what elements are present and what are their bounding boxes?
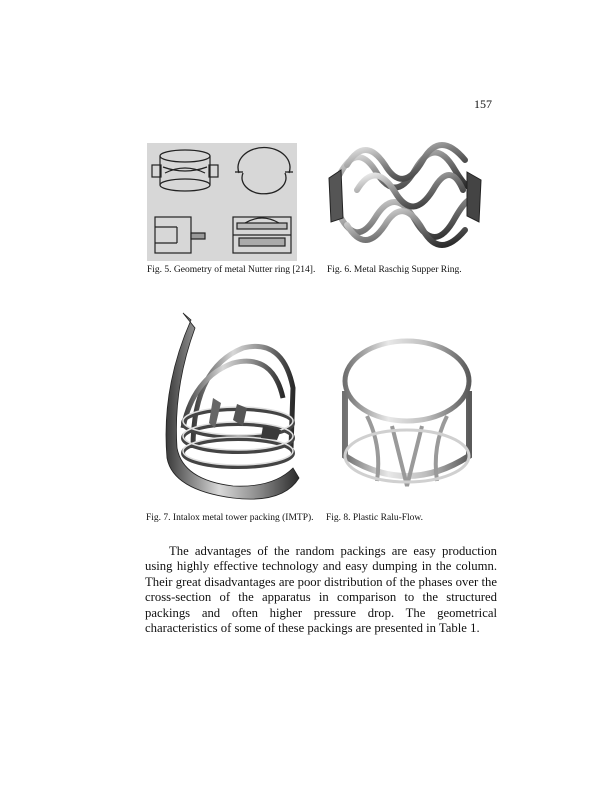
figure-8-ralu-flow	[337, 336, 477, 496]
figure-8-caption: Fig. 8. Plastic Ralu-Flow.	[326, 513, 424, 523]
figure-5-nutter-ring	[147, 143, 297, 261]
figure-7-imtp	[143, 308, 305, 506]
figure-5-caption: Fig. 5. Geometry of metal Nutter ring [214].	[147, 265, 316, 275]
figure-6-caption: Fig. 6. Metal Raschig Supper Ring.	[327, 265, 462, 275]
page-number: 157	[474, 97, 492, 111]
figure-7-caption: Fig. 7. Intalox metal tower packing (IMTP).	[146, 513, 314, 523]
body-paragraph: The advantages of the random packings are easy production using highly effective technology and easy dumping in the column. Their great disadvantages are poor distribution of the phases over the cross-section of the apparatus in comparison to the structured packings and often higher pressure drop. The geometrical characteristics of some of these packings are presented in Table 1.	[145, 544, 497, 636]
figure-6-raschig-super-ring	[325, 130, 485, 260]
